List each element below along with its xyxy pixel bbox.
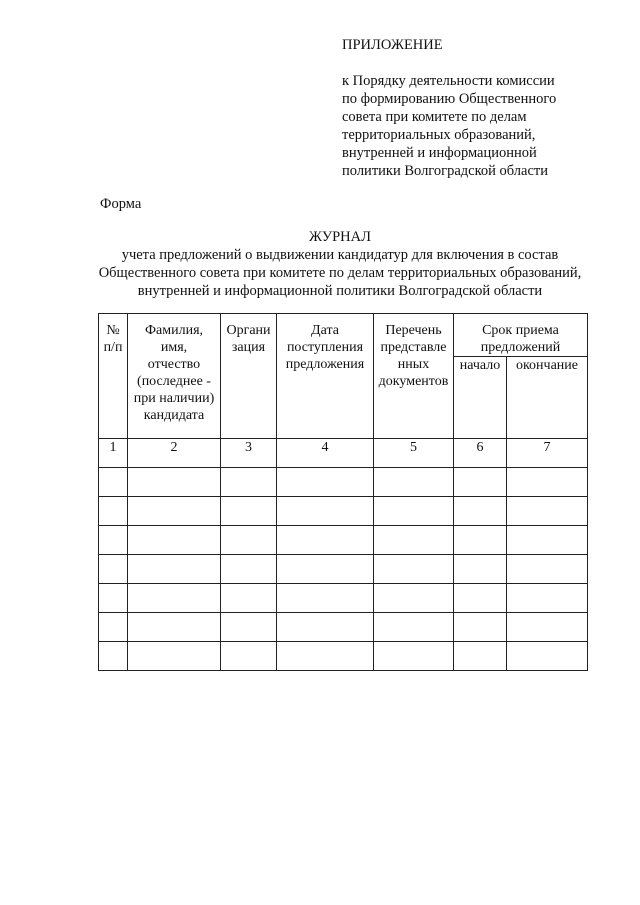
- table-row: [99, 584, 588, 613]
- table-cell: [99, 468, 128, 497]
- table-cell: [507, 468, 588, 497]
- table-cell: [128, 613, 221, 642]
- column-number: 1: [99, 439, 128, 468]
- header-text: Дата: [311, 323, 339, 338]
- header-number: [99, 314, 128, 439]
- table-cell: [454, 584, 507, 613]
- table-cell: [374, 642, 454, 671]
- header-start: начало: [454, 357, 507, 439]
- table-cell: [128, 497, 221, 526]
- header-text: при наличии): [133, 391, 215, 406]
- table-cell: [507, 642, 588, 671]
- header-text: кандидата: [143, 408, 205, 423]
- journal-title: ЖУРНАЛ: [309, 229, 371, 245]
- table-cell: [128, 468, 221, 497]
- table-cell: [507, 613, 588, 642]
- journal-subtitle-line: учета предложений о выдвижении кандидатур для включения в состав: [121, 247, 559, 263]
- header-receipt-date: [277, 314, 374, 439]
- header-text: предложения: [285, 357, 365, 372]
- table-row: [99, 468, 588, 497]
- journal-heading: [60, 228, 620, 300]
- table-cell: [128, 642, 221, 671]
- header-text: Фамилия,: [144, 323, 204, 338]
- table-cell: [277, 584, 374, 613]
- annex-block: [342, 36, 632, 180]
- table-cell: [454, 497, 507, 526]
- header-documents-list: [374, 314, 454, 439]
- table-cell: [277, 526, 374, 555]
- table-cell: [221, 468, 277, 497]
- table-cell: [374, 584, 454, 613]
- annex-line: совета при комитете по делам: [342, 109, 527, 125]
- header-text: зация: [231, 340, 266, 355]
- table-cell: [374, 613, 454, 642]
- table-cell: [454, 468, 507, 497]
- journal-table: [98, 313, 588, 671]
- annex-line: политики Волгоградской области: [342, 163, 549, 179]
- table-cell: [374, 555, 454, 584]
- annex-line: по формированию Общественного: [342, 91, 557, 107]
- column-number: 2: [128, 439, 221, 468]
- table-cell: [277, 555, 374, 584]
- header-text: поступления: [286, 340, 364, 355]
- blank-rows: [99, 468, 588, 671]
- form-label: Форма: [100, 196, 142, 212]
- header-text: представле: [380, 340, 447, 355]
- annex-text: [342, 72, 632, 180]
- column-number: 3: [221, 439, 277, 468]
- table-cell: [99, 526, 128, 555]
- header-text: нных: [397, 357, 430, 372]
- header-text: имя,: [160, 340, 188, 355]
- header-acceptance-period: [454, 314, 588, 357]
- annex-line: внутренней и информационной: [342, 145, 537, 161]
- table-cell: [128, 555, 221, 584]
- column-number: 5: [374, 439, 454, 468]
- table-cell: [221, 497, 277, 526]
- table-cell: [507, 584, 588, 613]
- header-text: п/п: [103, 340, 123, 355]
- table-cell: [277, 468, 374, 497]
- column-number: 7: [507, 439, 588, 468]
- header-organization: [221, 314, 277, 439]
- annex-line: к Порядку деятельности комиссии: [342, 73, 555, 89]
- header-text: №: [106, 323, 120, 338]
- journal-subtitle-line: Общественного совета при комитете по делам территориальных образований,: [98, 265, 582, 281]
- table-cell: [277, 642, 374, 671]
- table-cell: [221, 584, 277, 613]
- table-cell: [454, 613, 507, 642]
- table-cell: [99, 642, 128, 671]
- column-number: 6: [454, 439, 507, 468]
- table-cell: [99, 555, 128, 584]
- table-row: [99, 555, 588, 584]
- table-cell: [277, 497, 374, 526]
- annex-line: территориальных образований,: [342, 127, 536, 143]
- table-cell: [221, 613, 277, 642]
- table-cell: [277, 613, 374, 642]
- table-cell: [454, 555, 507, 584]
- table-cell: [507, 526, 588, 555]
- table-cell: [128, 584, 221, 613]
- column-number-row: [99, 439, 588, 468]
- header-text: предложений: [480, 340, 561, 355]
- table-row: [99, 497, 588, 526]
- table-cell: [454, 642, 507, 671]
- table-cell: [99, 613, 128, 642]
- column-number: 4: [277, 439, 374, 468]
- table-cell: [454, 526, 507, 555]
- header-text: (последнее -: [137, 374, 211, 389]
- header-text: Срок приема: [482, 323, 559, 338]
- header-end: окончание: [507, 357, 588, 439]
- header-text: Перечень: [385, 323, 442, 338]
- table-cell: [128, 526, 221, 555]
- table-row: [99, 526, 588, 555]
- table-row: [99, 613, 588, 642]
- journal-subtitle-line: внутренней и информационной политики Волгоградской области: [137, 283, 543, 299]
- table-cell: [507, 497, 588, 526]
- table-cell: [374, 526, 454, 555]
- table-cell: [99, 497, 128, 526]
- table-cell: [374, 468, 454, 497]
- table-cell: [221, 526, 277, 555]
- table-cell: [221, 642, 277, 671]
- table-cell: [374, 497, 454, 526]
- header-candidate-name: [128, 314, 221, 439]
- table-row: [99, 642, 588, 671]
- table-cell: [221, 555, 277, 584]
- header-text: Органи: [226, 323, 271, 338]
- header-text: отчество: [147, 357, 201, 372]
- header-text: документов: [378, 374, 449, 389]
- annex-title: ПРИЛОЖЕНИЕ: [342, 37, 443, 53]
- table-cell: [99, 584, 128, 613]
- table-cell: [507, 555, 588, 584]
